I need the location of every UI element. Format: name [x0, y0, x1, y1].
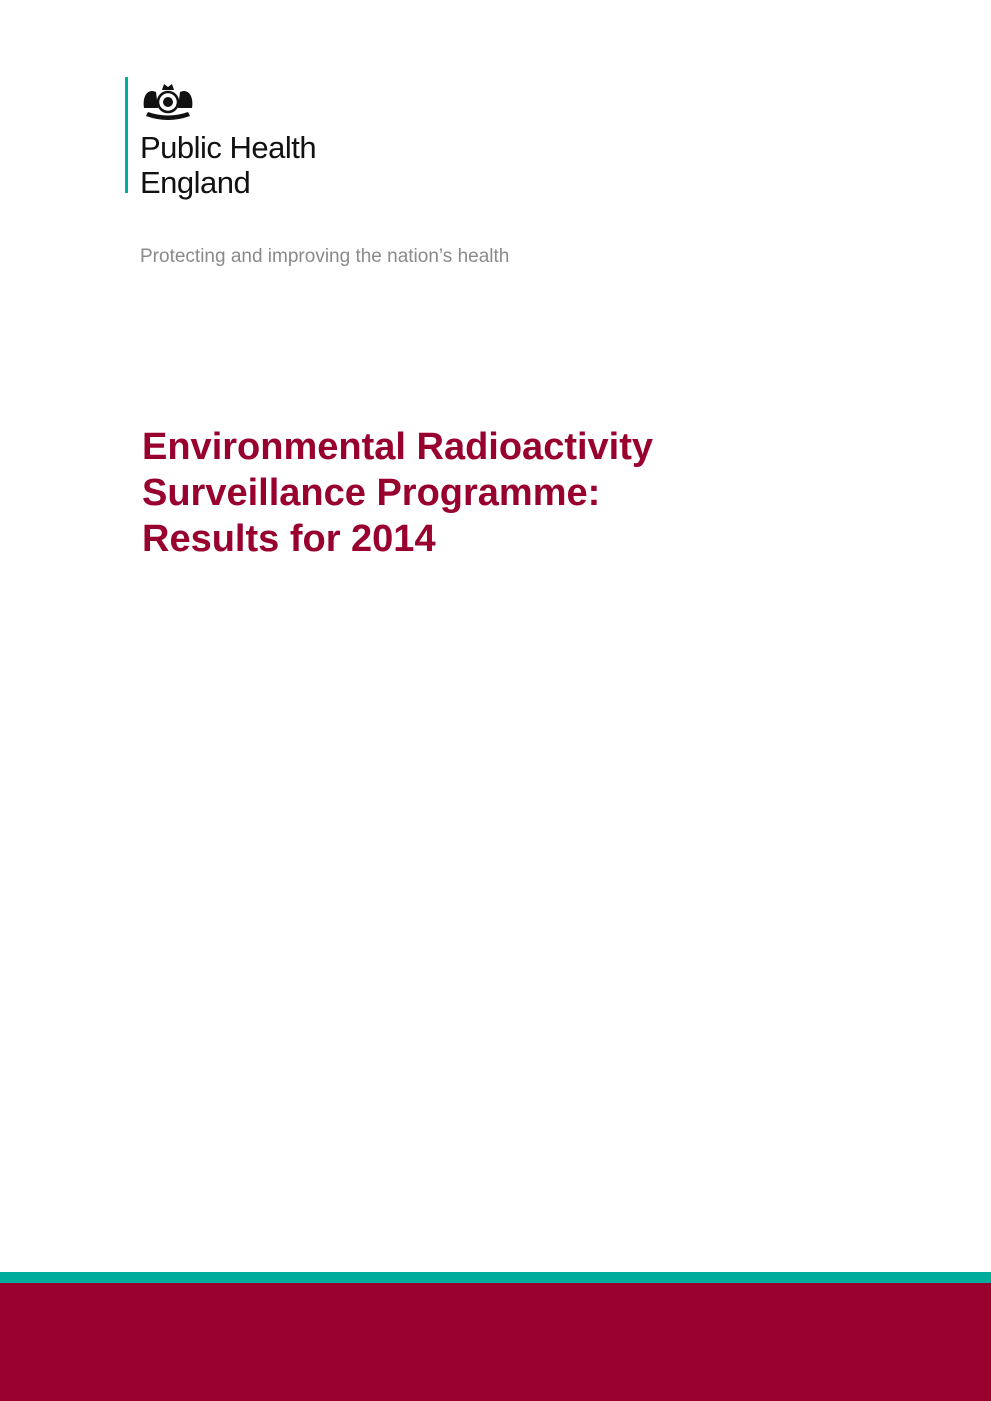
- tagline: Protecting and improving the nation’s health: [140, 246, 510, 267]
- royal-coat-of-arms-icon: [138, 78, 198, 124]
- footer-teal-band: [0, 1272, 991, 1283]
- logo-line-2: England: [140, 165, 251, 200]
- title-line-2: Surveillance Programme:: [142, 472, 601, 514]
- title-line-3: Results for 2014: [142, 518, 436, 560]
- footer-crimson-band: [0, 1283, 991, 1401]
- logo-wordmark: [140, 130, 316, 200]
- document-title: [142, 424, 653, 562]
- logo-divider: [125, 77, 128, 193]
- title-line-1: Environmental Radioactivity: [142, 426, 654, 468]
- logo-line-1: Public Health: [140, 130, 317, 165]
